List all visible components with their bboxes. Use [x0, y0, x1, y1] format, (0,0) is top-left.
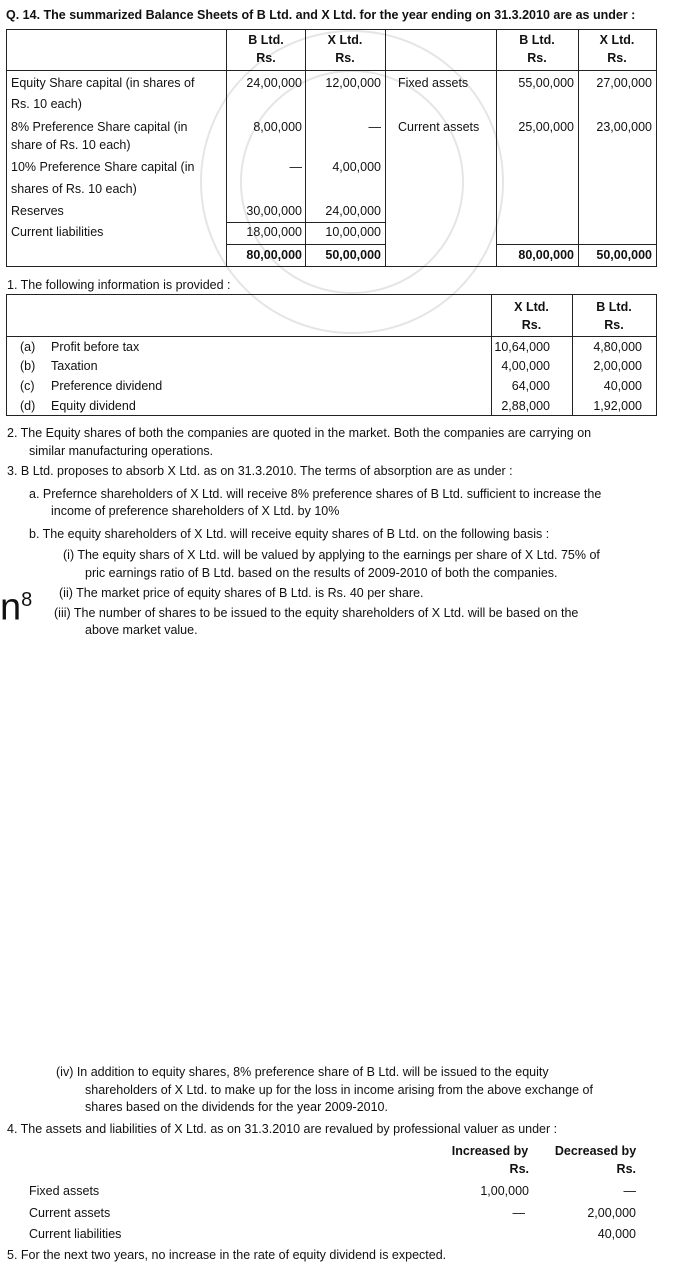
point-3b-i-cont: pric earnings ratio of B Ltd. based on the results of 2009-2010 of both the companies.	[85, 566, 558, 580]
reval-row-dec: —	[623, 1184, 636, 1198]
liability-value-b: —	[289, 160, 302, 174]
bs-header-asset-b-rs: Rs.	[527, 51, 547, 65]
question-title: Q. 14. The summarized Balance Sheets of B Ltd. and X Ltd. for the year ending on 31.3.2010 are as under :	[6, 8, 636, 22]
reval-row-label: Current liabilities	[29, 1227, 122, 1241]
point-4: 4. The assets and liabilities of X Ltd. as on 31.3.2010 are revalued by professional valuer as under :	[7, 1122, 558, 1136]
point-3: 3. B Ltd. proposes to absorb X Ltd. as on 31.3.2010. The terms of absorption are as under :	[7, 464, 513, 478]
asset-value-x: 27,00,000	[596, 76, 652, 90]
liability-label: Reserves	[11, 204, 64, 218]
total-liabilities-b: 80,00,000	[246, 248, 302, 262]
info-row-mark: (b)	[20, 359, 36, 373]
liability-value-x: 24,00,000	[325, 204, 381, 218]
reval-row-label: Fixed assets	[29, 1184, 100, 1198]
point-3b-iii: (iii) The number of shares to be issued to the equity shareholders of X Ltd. will be based on the	[54, 606, 579, 620]
reval-row-label: Current assets	[29, 1206, 111, 1220]
point-3a: a. Prefernce shareholders of X Ltd. will receive 8% preference shares of B Ltd. sufficient to increase the	[29, 487, 602, 501]
info-row-label: Equity dividend	[51, 399, 136, 413]
point-3b-ii: (ii) The market price of equity shares of B Ltd. is Rs. 40 per share.	[59, 586, 424, 600]
bs-header-asset-x: X Ltd.	[599, 33, 635, 47]
reval-header-inc: Increased by	[451, 1144, 529, 1158]
bs-header-asset-x-rs: Rs.	[607, 51, 627, 65]
asset-value-b: 25,00,000	[518, 120, 574, 134]
liability-value-x: —	[368, 120, 381, 134]
liability-value-b: 24,00,000	[246, 76, 302, 90]
reval-row-inc: —	[512, 1206, 525, 1220]
info-row-mark: (a)	[20, 340, 36, 354]
reval-header-dec-rs: Rs.	[616, 1162, 636, 1176]
reval-row-inc: 1,00,000	[480, 1184, 529, 1198]
info-heading: 1. The following information is provided :	[7, 278, 231, 292]
margin-mark: $n^8$	[0, 586, 33, 629]
liability-label: share of Rs. 10 each)	[11, 138, 131, 152]
info-header-x: X Ltd.	[514, 300, 549, 314]
bs-header-b-rs: Rs.	[256, 51, 276, 65]
point-3b-iv: (iv) In addition to equity shares, 8% preference share of B Ltd. will be issued to the equity	[56, 1065, 549, 1079]
asset-label: Fixed assets	[398, 76, 469, 90]
info-header-b-rs: Rs.	[604, 318, 624, 332]
liability-value-b: 30,00,000	[246, 204, 302, 218]
point-3b-iii-cont: above market value.	[85, 623, 198, 637]
liability-value-x: 12,00,000	[325, 76, 381, 90]
info-row-x: 64,000	[511, 379, 550, 393]
point-3b-iv-cont: shares based on the dividends for the year 2009-2010.	[85, 1100, 388, 1114]
info-row-x: 2,88,000	[501, 399, 550, 413]
info-header-x-rs: Rs.	[521, 318, 542, 332]
asset-value-b: 55,00,000	[518, 76, 574, 90]
point-3b-iv-cont: shareholders of X Ltd. to make up for the loss in income arising from the above exchange of	[85, 1083, 593, 1097]
point-3b-i: (i) The equity shars of X Ltd. will be valued by applying to the earnings per share of X Ltd. 75% of	[63, 548, 600, 562]
info-header-b: B Ltd.	[596, 300, 632, 314]
liability-value-x: 10,00,000	[325, 225, 381, 239]
bs-header-x-rs: Rs.	[335, 51, 355, 65]
liability-label: Current liabilities	[11, 225, 104, 239]
bs-header-asset-b: B Ltd.	[519, 33, 555, 47]
info-row-label: Profit before tax	[51, 340, 140, 354]
info-row-b: 40,000	[603, 379, 642, 393]
asset-value-x: 23,00,000	[596, 120, 652, 134]
reval-row-dec: 40,000	[597, 1227, 636, 1241]
liability-value-x: 4,00,000	[332, 160, 381, 174]
point-2: 2. The Equity shares of both the companies are quoted in the market. Both the companies are carrying on	[7, 426, 592, 440]
info-row-b: 2,00,000	[593, 359, 642, 373]
info-row-x: 10,64,000	[494, 340, 550, 354]
point-5: 5. For the next two years, no increase in the rate of equity dividend is expected.	[7, 1248, 447, 1262]
total-assets-b: 80,00,000	[518, 248, 574, 262]
info-row-b: 1,92,000	[593, 399, 642, 413]
reval-header-dec: Decreased by	[554, 1144, 637, 1158]
point-2-cont: similar manufacturing operations.	[29, 444, 214, 458]
info-row-label: Preference dividend	[51, 379, 163, 393]
total-assets-x: 50,00,000	[596, 248, 652, 262]
info-row-x: 4,00,000	[501, 359, 550, 373]
point-3b: b. The equity shareholders of X Ltd. will receive equity shares of B Ltd. on the following basis :	[29, 527, 550, 541]
liability-label: 10% Preference Share capital (in	[11, 160, 195, 174]
liability-label: Rs. 10 each)	[11, 97, 82, 111]
info-row-b: 4,80,000	[593, 340, 642, 354]
liability-label: Equity Share capital (in shares of	[11, 76, 195, 90]
reval-header-inc-rs: Rs.	[509, 1162, 529, 1176]
bs-header-x: X Ltd.	[327, 33, 363, 47]
liability-label: 8% Preference Share capital (in	[11, 120, 188, 134]
info-row-mark: (d)	[20, 399, 36, 413]
liability-value-b: 18,00,000	[246, 225, 302, 239]
total-liabilities-x: 50,00,000	[325, 248, 381, 262]
bs-header-b: B Ltd.	[248, 33, 284, 47]
point-3a-cont: income of preference shareholders of X Ltd. by 10%	[51, 504, 340, 518]
asset-label: Current assets	[398, 120, 480, 134]
reval-row-dec: 2,00,000	[587, 1206, 636, 1220]
info-row-label: Taxation	[51, 359, 98, 373]
liability-value-b: 8,00,000	[253, 120, 302, 134]
info-row-mark: (c)	[20, 379, 35, 393]
liability-label: shares of Rs. 10 each)	[11, 182, 137, 196]
